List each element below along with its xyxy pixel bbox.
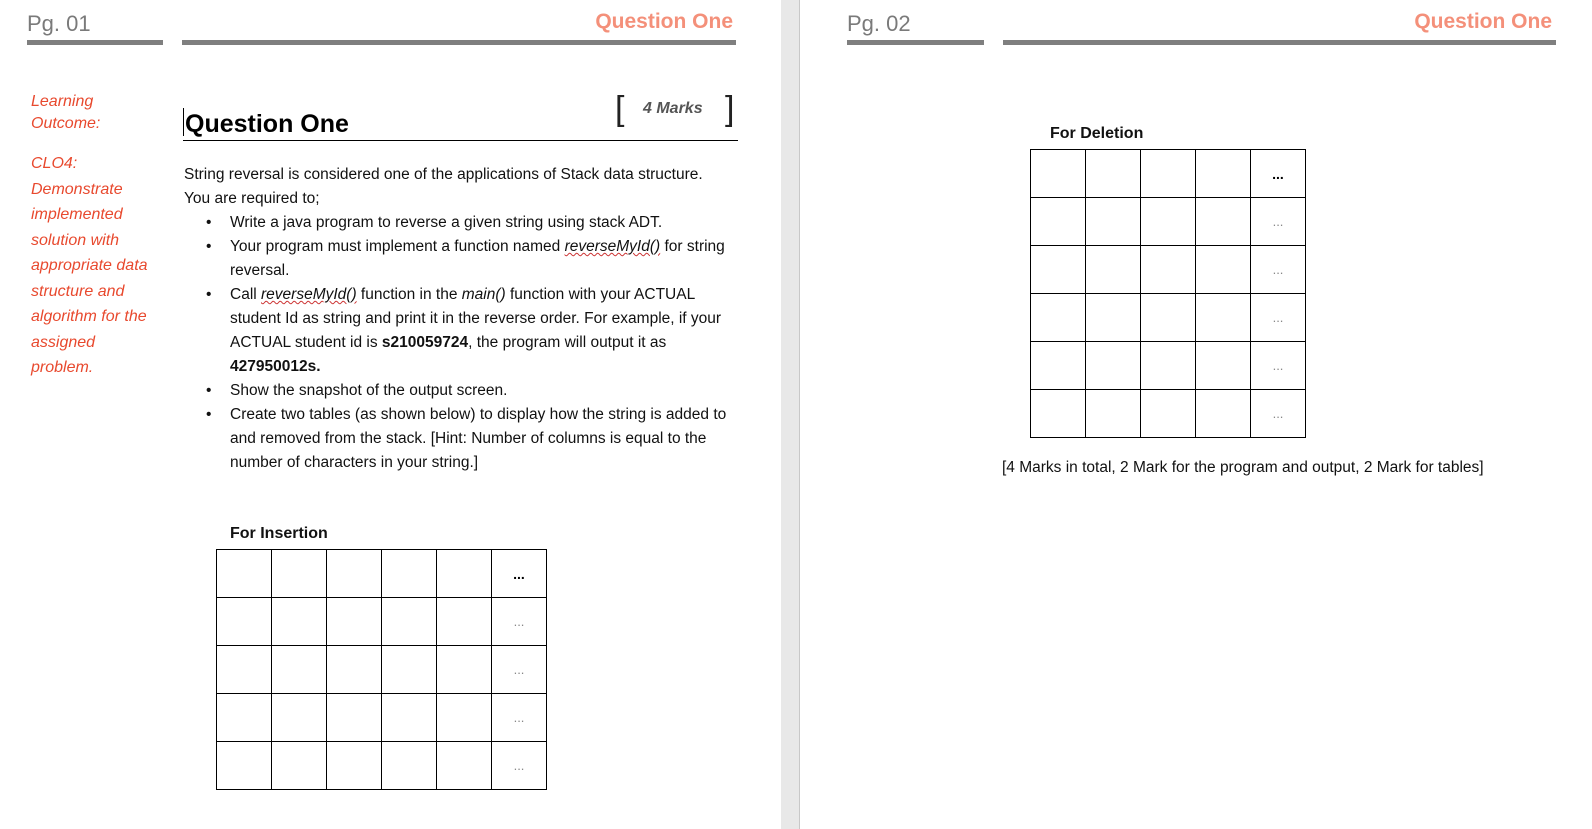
marks-box: [613, 90, 743, 130]
marks-value: 4 Marks: [643, 100, 703, 117]
bullet-icon: •: [206, 286, 212, 303]
table-row: [1031, 342, 1306, 390]
requirements-list: [184, 211, 744, 475]
table-row: [217, 742, 547, 790]
table-row: [1031, 246, 1306, 294]
student-id-example: s210059724: [381, 334, 469, 351]
question-title-row: [183, 90, 738, 141]
list-item: • Write a java program to reverse a given string using stack ADT.: [184, 211, 744, 235]
ellipsis-cell: ...: [492, 550, 547, 598]
header-rule-right: [1003, 40, 1556, 45]
table-row: [1031, 198, 1306, 246]
page-number: Pg. 01: [27, 11, 91, 36]
outcome-label-1: Learning: [31, 93, 94, 110]
ellipsis-cell: ...: [1251, 390, 1306, 438]
table-row: [217, 694, 547, 742]
outcome-line: implemented: [31, 206, 123, 223]
ellipsis-cell: ...: [1251, 150, 1306, 198]
question-title[interactable]: Question One: [185, 110, 349, 138]
page-number: Pg. 02: [847, 11, 911, 36]
deletion-table[interactable]: [1030, 149, 1306, 438]
ellipsis-cell: ...: [1251, 246, 1306, 294]
table-row: [1031, 150, 1306, 198]
outcome-line: appropriate data: [31, 257, 148, 274]
text-cursor: [183, 108, 184, 136]
reversed-output-example: 427950012s.: [230, 358, 321, 375]
outcome-line: Demonstrate: [31, 180, 123, 198]
left-bracket-icon: [: [615, 90, 625, 128]
running-header: Question One: [595, 10, 733, 33]
outcome-label-2: Outcome:: [31, 115, 101, 132]
right-bracket-icon: ]: [725, 90, 735, 128]
insertion-table-label: For Insertion: [230, 525, 328, 542]
learning-outcome-heading: [31, 91, 100, 135]
page-1: [0, 0, 781, 829]
function-name: reverseMyId(): [564, 238, 661, 255]
ellipsis-cell: ...: [1251, 198, 1306, 246]
ellipsis-cell: ...: [492, 742, 547, 790]
header-rule-right: [182, 40, 736, 45]
bullet-icon: •: [206, 382, 212, 399]
bullet-icon: •: [206, 238, 212, 255]
header-rule-left: [847, 40, 984, 45]
table-row: [1031, 390, 1306, 438]
outcome-line: assigned: [31, 333, 96, 351]
list-item: • Create two tables (as shown below) to display how the string is added to and removed from the stack. [Hint: Number of columns is equal to the number of characters in your string.]: [184, 403, 744, 475]
table-row: [217, 646, 547, 694]
outcome-line: solution with: [31, 231, 120, 249]
running-header: Question One: [1414, 10, 1552, 33]
ellipsis-cell: ...: [492, 694, 547, 742]
list-item: • Show the snapshot of the output screen.: [184, 379, 744, 403]
outcome-line: problem.: [31, 359, 94, 376]
learning-outcome-text: [31, 151, 148, 381]
ellipsis-cell: ...: [492, 598, 547, 646]
list-item: • Call reverseMyId() function in the main() function with your ACTUAL student Id as string and print it in the reverse order. For example, if your ACTUAL student id is s210059724, the program will output it as 427950012s.: [184, 283, 744, 379]
marks-note[interactable]: [4 Marks in total, 2 Mark for the program and output, 2 Mark for tables]: [1002, 459, 1484, 476]
list-item: • Your program must implement a function named reverseMyId() for string reversal.: [184, 235, 744, 283]
main-function-name: main(): [461, 286, 506, 303]
intro-line-1: String reversal is considered one of the applications of Stack data structure.: [184, 166, 703, 183]
ellipsis-cell: ...: [1251, 294, 1306, 342]
outcome-line: structure and: [31, 282, 125, 300]
question-body[interactable]: [184, 163, 744, 475]
intro-line-2: You are required to;: [184, 190, 320, 207]
table-row: [217, 550, 547, 598]
bullet-icon: •: [206, 214, 212, 231]
insertion-table[interactable]: [216, 549, 547, 790]
table-row: [217, 598, 547, 646]
table-row: [1031, 294, 1306, 342]
function-name: reverseMyId(): [261, 286, 357, 303]
ellipsis-cell: ...: [1251, 342, 1306, 390]
outcome-line: algorithm for the: [31, 308, 147, 325]
deletion-table-label: For Deletion: [1050, 125, 1144, 142]
header-rule-left: [27, 40, 163, 45]
bullet-icon: •: [206, 406, 212, 423]
outcome-line: CLO4:: [31, 155, 78, 172]
ellipsis-cell: ...: [492, 646, 547, 694]
